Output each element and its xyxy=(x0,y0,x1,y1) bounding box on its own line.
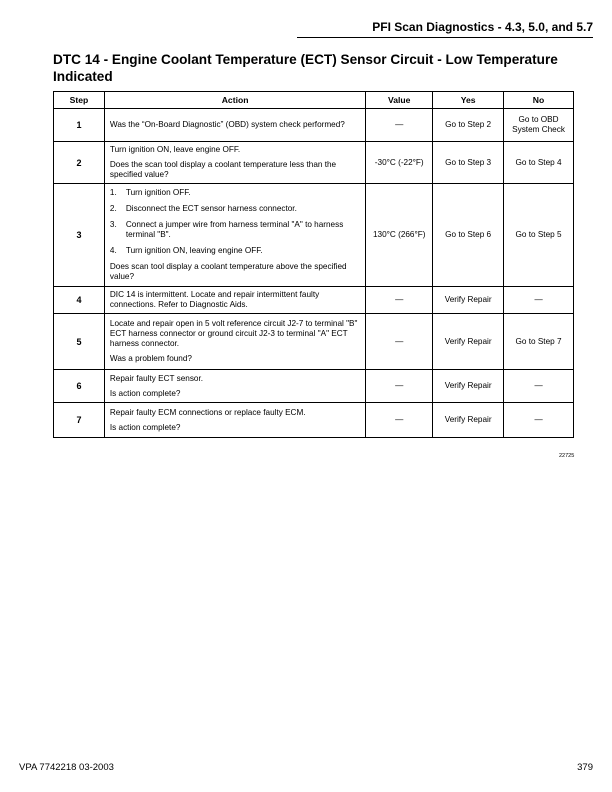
no-cell: — xyxy=(504,370,574,403)
action-cell xyxy=(104,370,365,403)
list-item-text: Turn ignition ON, leaving engine OFF. xyxy=(125,246,263,255)
header-rule xyxy=(297,37,593,38)
action-text: DIC 14 is intermittent. Locate and repair intermittent faulty connections. Refer to Diagnostic Aids. xyxy=(109,290,320,309)
value-cell: — xyxy=(366,109,433,142)
action-question: Does scan tool display a coolant temperature above the specified value? xyxy=(109,262,347,281)
action-question: Is action complete? xyxy=(109,388,181,398)
action-text: Repair faulty ECT sensor. xyxy=(109,373,204,383)
diagnostic-table xyxy=(53,91,574,438)
no-cell: — xyxy=(504,287,574,314)
action-question: Is action complete? xyxy=(109,422,181,432)
no-cell: Go to Step 7 xyxy=(504,314,574,370)
list-item-number: 1. xyxy=(109,188,117,197)
list-item-number: 2. xyxy=(109,204,117,213)
list-item xyxy=(110,204,360,214)
step-number: 1 xyxy=(54,109,105,142)
step-number: 7 xyxy=(54,403,105,438)
action-cell xyxy=(104,142,365,184)
table-row xyxy=(54,287,574,314)
table-row xyxy=(54,403,574,438)
no-cell: Go to Step 5 xyxy=(504,184,574,287)
value-cell: — xyxy=(366,287,433,314)
header-action: Action xyxy=(104,92,365,109)
step-number: 3 xyxy=(54,184,105,287)
procedure-list xyxy=(110,188,360,256)
action-text: Repair faulty ECM connections or replace faulty ECM. xyxy=(109,407,306,417)
yes-cell: Verify Repair xyxy=(433,370,504,403)
yes-cell: Verify Repair xyxy=(433,403,504,438)
yes-cell: Verify Repair xyxy=(433,287,504,314)
no-cell: Go to OBD System Check xyxy=(504,109,574,142)
list-item-number: 4. xyxy=(109,246,117,255)
action-cell xyxy=(104,184,365,287)
running-header: PFI Scan Diagnostics - 4.3, 5.0, and 5.7 xyxy=(372,20,593,34)
action-cell xyxy=(104,109,365,142)
yes-cell: Go to Step 3 xyxy=(433,142,504,184)
action-cell xyxy=(104,287,365,314)
action-question: Does the scan tool display a coolant temperature less than the specified value? xyxy=(109,160,337,179)
table-row xyxy=(54,314,574,370)
table-header-row xyxy=(54,92,574,109)
action-cell xyxy=(104,403,365,438)
value-cell: -30°C (-22°F) xyxy=(366,142,433,184)
yes-cell: Verify Repair xyxy=(433,314,504,370)
table-row xyxy=(54,142,574,184)
step-number: 5 xyxy=(54,314,105,370)
list-item xyxy=(110,220,360,240)
step-number: 4 xyxy=(54,287,105,314)
figure-number: 22725 xyxy=(559,453,575,459)
action-text: Was the “On-Board Diagnostic” (OBD) system check performed? xyxy=(109,120,345,129)
step-number: 2 xyxy=(54,142,105,184)
value-cell: — xyxy=(366,403,433,438)
footer-doc-id: VPA 7742218 03-2003 xyxy=(19,762,114,773)
action-cell xyxy=(104,314,365,370)
header-step: Step xyxy=(54,92,105,109)
page-number: 379 xyxy=(577,762,593,773)
list-item-text: Connect a jumper wire from harness terminal "A" to harness terminal "B". xyxy=(125,220,344,239)
list-item-text: Disconnect the ECT sensor harness connector. xyxy=(125,204,297,213)
list-item xyxy=(110,246,360,256)
value-cell: — xyxy=(366,314,433,370)
yes-cell: Go to Step 6 xyxy=(433,184,504,287)
no-cell: — xyxy=(504,403,574,438)
action-question: Was a problem found? xyxy=(109,354,192,363)
action-text: Turn ignition ON, leave engine OFF. xyxy=(109,145,241,154)
table-row xyxy=(54,109,574,142)
list-item-number: 3. xyxy=(109,220,117,229)
list-item-text: Turn ignition OFF. xyxy=(125,188,191,197)
header-value: Value xyxy=(366,92,433,109)
value-cell: — xyxy=(366,370,433,403)
table-row xyxy=(54,370,574,403)
table-row xyxy=(54,184,574,287)
header-no: No xyxy=(504,92,574,109)
step-number: 6 xyxy=(54,370,105,403)
no-cell: Go to Step 4 xyxy=(504,142,574,184)
value-cell: 130°C (266°F) xyxy=(366,184,433,287)
yes-cell: Go to Step 2 xyxy=(433,109,504,142)
action-text: Locate and repair open in 5 volt reference circuit J2-7 to terminal "B" ECT harness connector or ground circuit J2-3 to terminal "A" ECT harness connector. xyxy=(109,319,358,348)
list-item xyxy=(110,188,360,198)
header-yes: Yes xyxy=(433,92,504,109)
page-title: DTC 14 - Engine Coolant Temperature (ECT) Sensor Circuit - Low Temperature Indicated xyxy=(53,52,558,84)
